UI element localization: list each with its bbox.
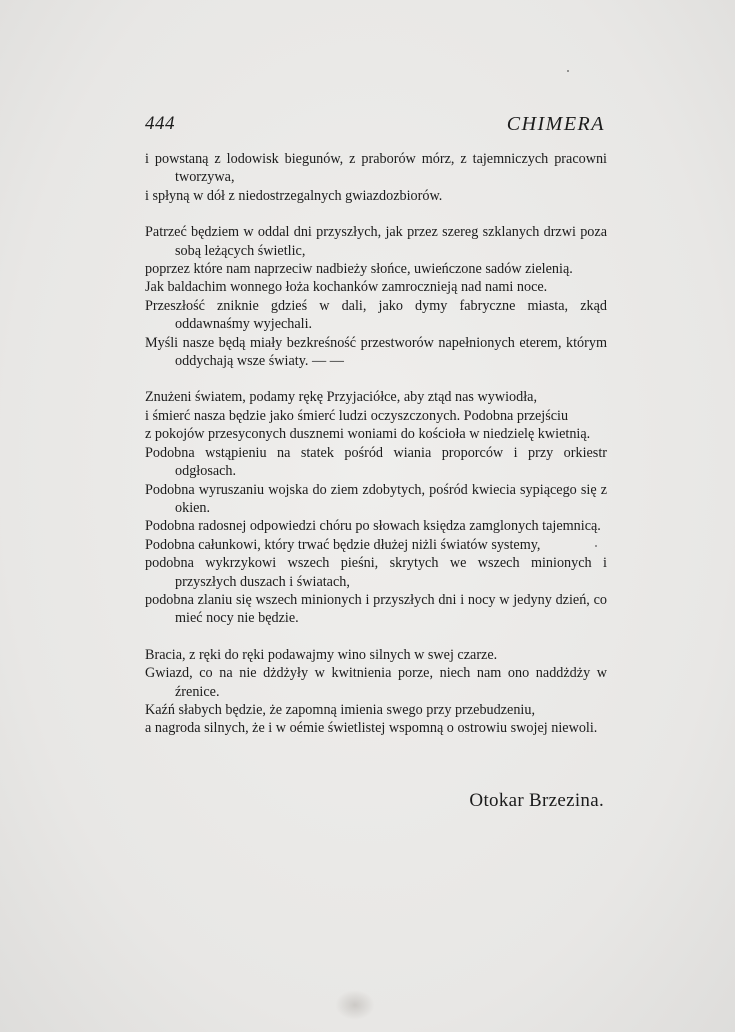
poem-line: Patrzeć będziem w oddal dni przyszłych, jak przez szereg szklanych drzwi poza sobą leżących świetlic,: [145, 224, 607, 259]
poem-line: podobna zlaniu się wszech minionych i przyszłych dni i nocy w jedyny dzień, co mieć nocy nie będzie.: [145, 591, 607, 627]
poem-line: Znużeni światem, podamy rękę Przyjaciółce, aby ztąd nas wywiodła,: [145, 389, 537, 406]
poem-line: Gwiazd, co na nie dżdżyły w kwitnienia porze, niech nam ono naddżdży w źrenice.: [145, 665, 607, 700]
poem-line: podobna wykrzykowi wszech pieśni, skrytych we wszech minionych i przyszłych duszach i światach,: [145, 555, 607, 590]
poem-line: Bracia, z ręki do ręki podawajmy wino silnych w swej czarze.: [145, 646, 498, 663]
running-title: CHIMERA: [506, 113, 605, 135]
poem-line: a nagroda silnych, że i w oémie świetlistej wspomną o ostrowiu swojej niewoli.: [145, 720, 598, 737]
poem-line: Podobna wstąpieniu na statek pośród wiania proporców i przy orkiestr odgłosach.: [145, 444, 607, 480]
speck: [595, 545, 597, 547]
poem-stanza: [145, 150, 607, 205]
poem-line: Podobna radosnej odpowiedzi chóru po słowach księdza zamglonych tajemnicą.: [145, 518, 601, 535]
poem-line: i spłyną w dół z niedostrzegalnych gwiazdozbiorów.: [145, 187, 443, 204]
poem-stanza: [145, 388, 607, 627]
poem-line: z pokojów przesyconych dusznemi woniami do kościoła w niedzielę kwietnią.: [145, 426, 591, 443]
speck: [567, 70, 569, 72]
author-signature: Otokar Brzezina.: [469, 790, 604, 811]
poem-line: Jak baldachim wonnego łoża kochanków zamrocznieją nad nami noce.: [145, 279, 548, 296]
page-number: 444: [145, 113, 175, 134]
poem-line: Przeszłość zniknie gdzieś w dali, jako dymy fabryczne miasta, zkąd oddawnaśmy wyjechali.: [145, 297, 607, 333]
page-smudge: [335, 990, 375, 1020]
page-header: [145, 113, 605, 141]
poem-stanza: [145, 223, 607, 370]
poem-line: Podobna wyruszaniu wojska do ziem zdobytych, pośród kwiecia sypiącego się z okien.: [145, 481, 607, 516]
poem-line: poprzez które nam naprzeciw nadbieży słońce, uwieńczone sadów zielenią.: [145, 261, 573, 278]
poem-line: Kaźń słabych będzie, że zapomną imienia swego przy przebudzeniu,: [145, 701, 535, 718]
poem-line: i powstaną z lodowisk biegunów, z praborów mórz, z tajemniczych pracowni tworzywa,: [145, 151, 607, 186]
poem-line: Myśli nasze będą miały bezkreśność przestworów napełnionych eterem, którym oddychają wsze światy. — —: [145, 334, 607, 370]
poem-line: i śmierć nasza będzie jako śmierć ludzi oczyszczonych. Podobna przejściu: [145, 407, 569, 424]
poem-body: [145, 150, 607, 756]
poem-stanza: [145, 646, 607, 738]
poem-line: Podobna całunkowi, który trwać będzie dłużej niżli światów systemy,: [145, 536, 541, 553]
